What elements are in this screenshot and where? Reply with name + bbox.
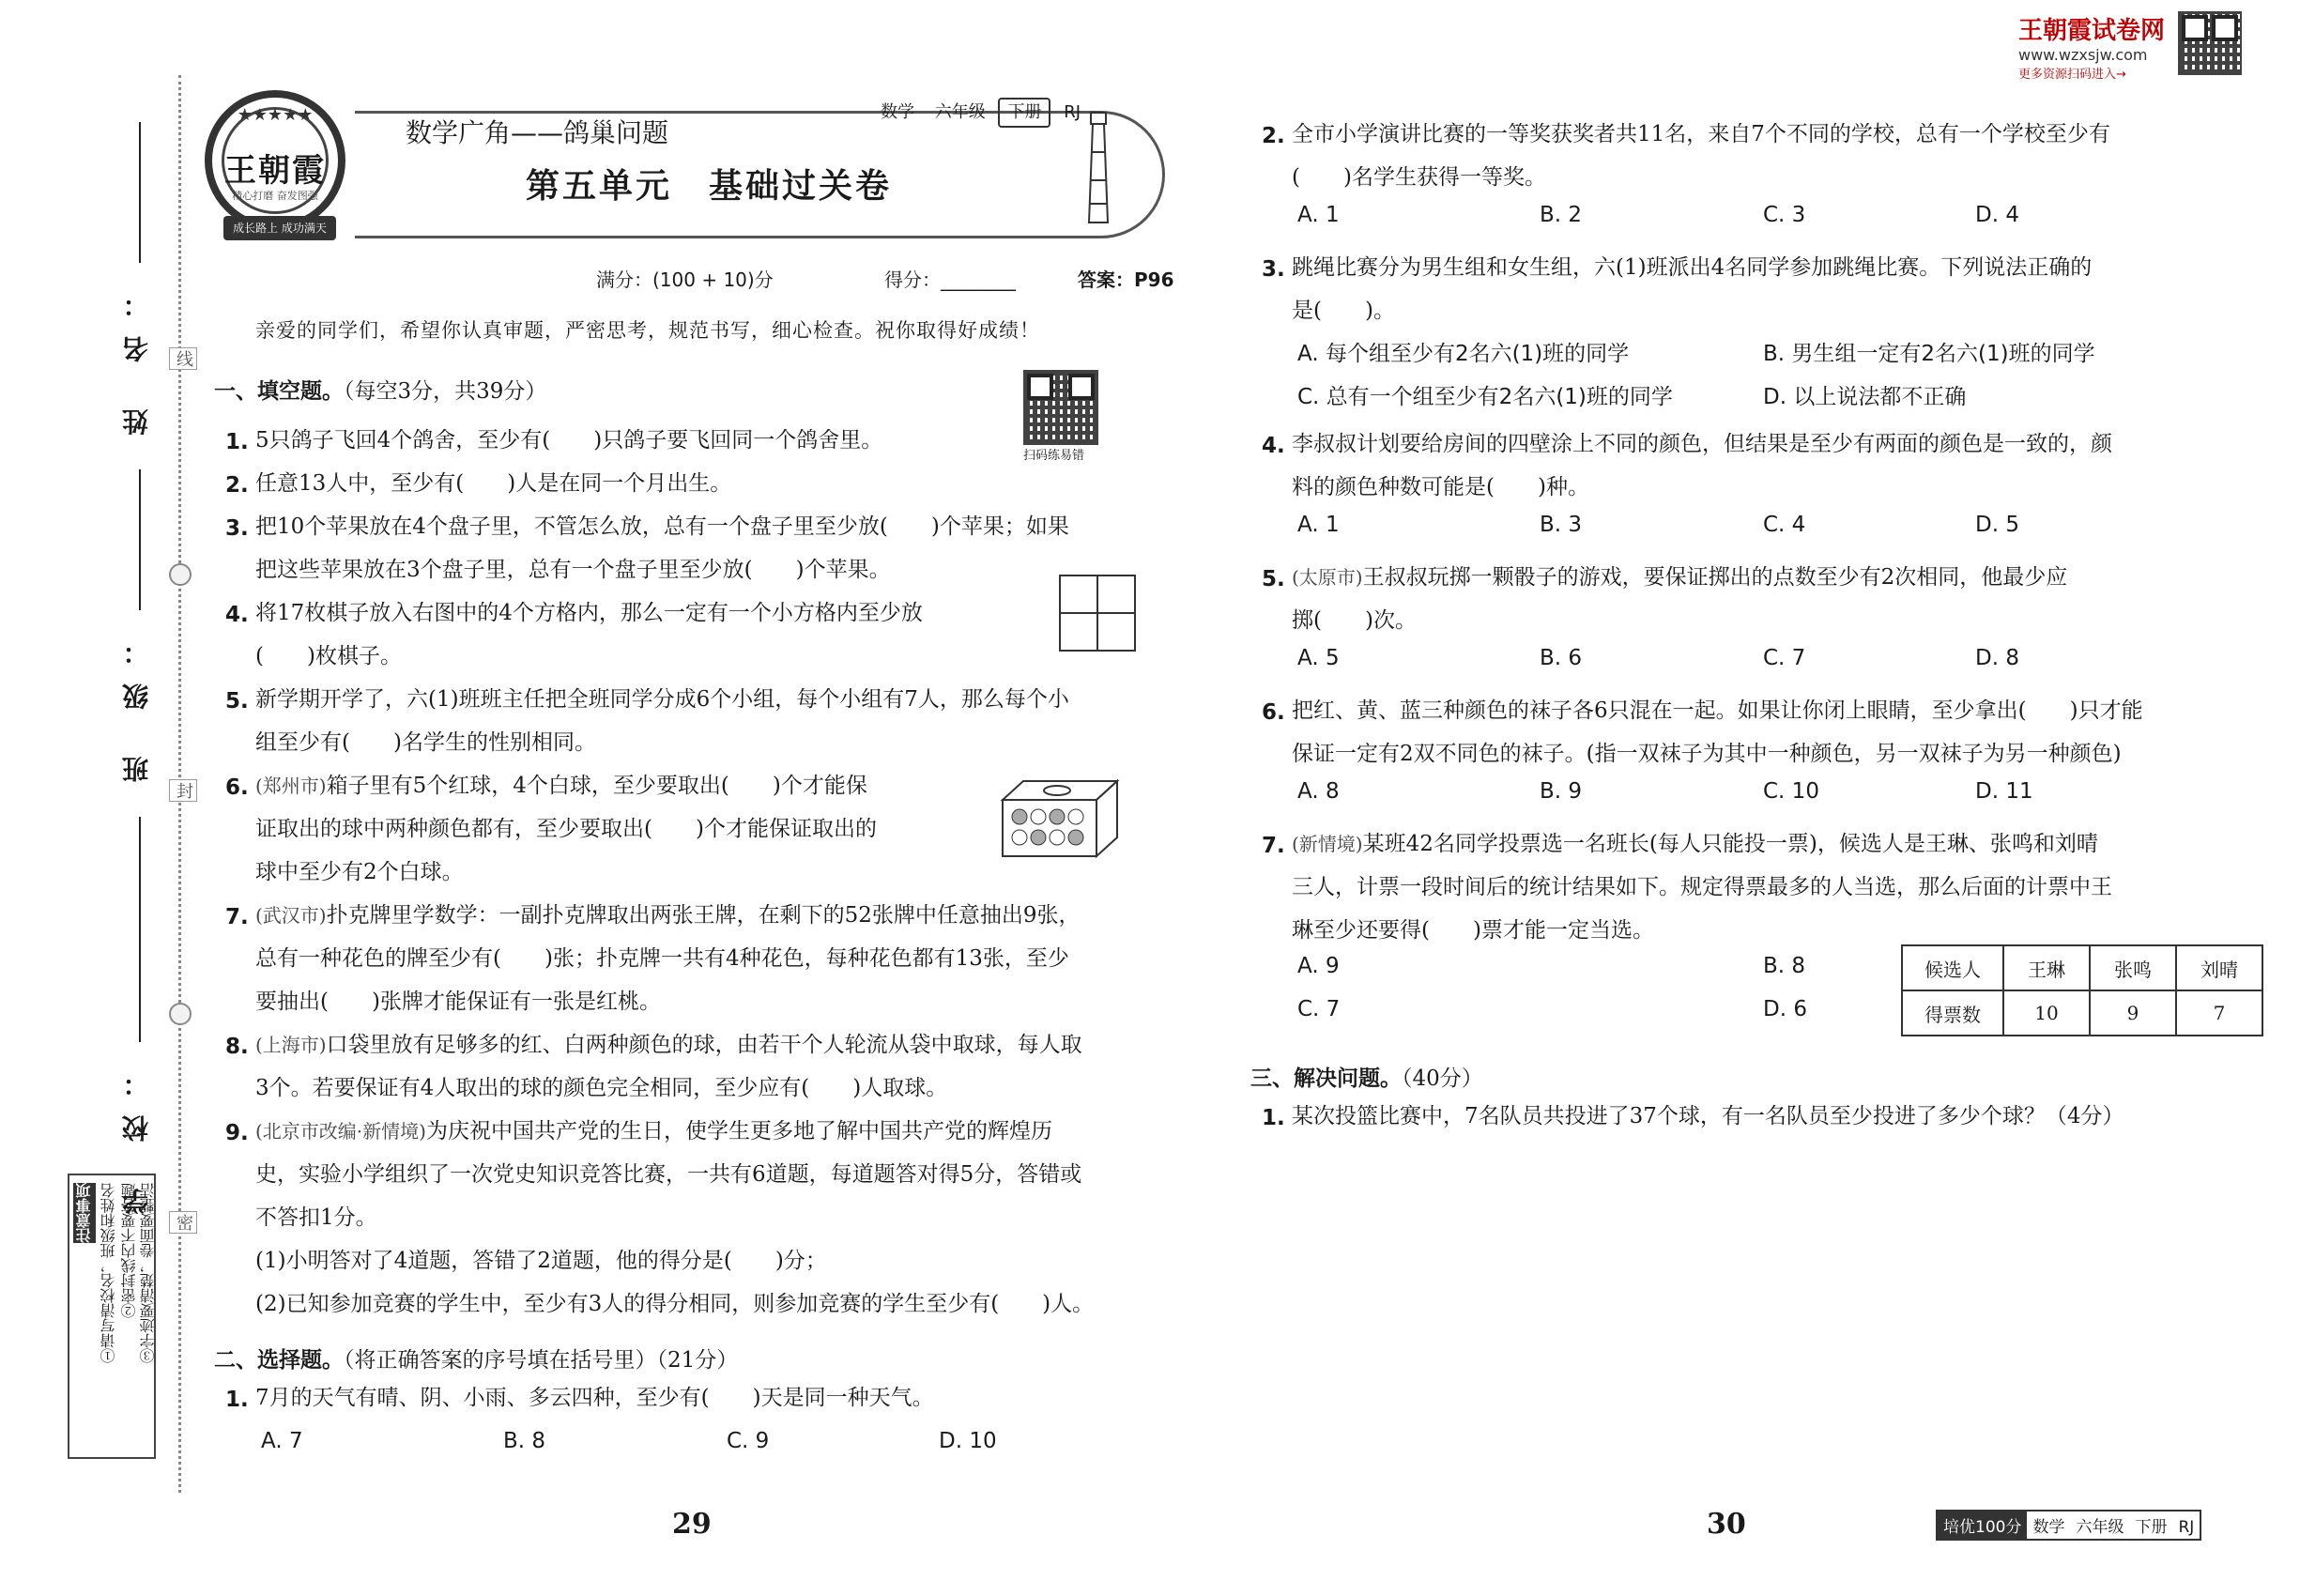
section1-note: （每空3分，共39分） bbox=[344, 379, 547, 404]
seal-word-mi: 密 bbox=[169, 1211, 197, 1234]
section2-name: 二、选择题。 bbox=[214, 1348, 344, 1373]
question-source-tag: (太原市) bbox=[1292, 566, 1363, 589]
brand-qr-icon bbox=[2178, 11, 2242, 75]
question-line bbox=[255, 721, 596, 764]
question-number: 2. bbox=[225, 473, 249, 498]
question-text: 李叔叔计划要给房间的四壁涂上不同的颜色，但结果是至少有两面的颜色是一致的，颜 bbox=[1292, 432, 2112, 456]
option[interactable]: A. 每个组至少有2名六(1)班的同学 bbox=[1297, 342, 1630, 366]
question-line bbox=[1292, 289, 1395, 332]
question-text: 5只鸽子飞回4个鸽舍，至少有( )只鸽子要飞回同一个鸽舍里。 bbox=[255, 428, 883, 453]
question-line bbox=[255, 1067, 947, 1110]
question-number: 3. bbox=[225, 516, 249, 541]
question-text: 7月的天气有晴、阴、小雨、多云四种，至少有( )天是同一种天气。 bbox=[255, 1386, 934, 1410]
badge-volume: 下册 bbox=[2135, 1518, 2168, 1537]
question-text: 新学期开学了，六(1)班班主任把全班同学分成6个小组，每个小组有7人，那么每个小 bbox=[255, 687, 1069, 712]
question-line bbox=[1292, 422, 2112, 466]
option[interactable]: C. 7 bbox=[1763, 646, 1806, 670]
logo-stars: ★★★★★ bbox=[237, 105, 314, 125]
badge-edition: RJ bbox=[2178, 1518, 2195, 1537]
option[interactable]: C. 7 bbox=[1297, 997, 1341, 1021]
question-text: 3个。若要保证有4人取出的球的颜色完全相同，至少应有( )人取球。 bbox=[255, 1076, 948, 1100]
notice-item: ②密封线内不要答题 bbox=[120, 1183, 138, 1318]
option[interactable]: B. 6 bbox=[1540, 646, 1583, 670]
strip-volume: 下册 bbox=[998, 98, 1050, 128]
question-line bbox=[255, 1110, 1052, 1153]
option[interactable]: C. 9 bbox=[727, 1429, 770, 1453]
practice-qr-icon bbox=[1023, 370, 1098, 445]
option[interactable]: A. 7 bbox=[261, 1429, 303, 1453]
notice-item: ③字迹要清楚，卷面要整洁 bbox=[139, 1183, 157, 1363]
full-score: 满分：(100 + 10)分 bbox=[596, 269, 774, 291]
question-line bbox=[255, 764, 867, 807]
question-line bbox=[255, 894, 1081, 937]
question-line bbox=[255, 591, 923, 635]
question-line bbox=[255, 635, 402, 678]
name-line bbox=[139, 122, 141, 263]
question-text: 任意13人中，至少有( )人是在同一个月出生。 bbox=[255, 471, 732, 496]
question-number: 1. bbox=[225, 1388, 249, 1412]
question-text: 全市小学演讲比赛的一等奖获奖者共11名，来自7个不同的学校，总有一个学校至少有 bbox=[1292, 122, 2110, 146]
question-text: 料的颜色种数可能是( )种。 bbox=[1292, 475, 1589, 499]
badge-subject: 数学 bbox=[2032, 1518, 2065, 1537]
question-line bbox=[1292, 822, 2098, 866]
question-line bbox=[255, 419, 882, 462]
option[interactable]: D. 5 bbox=[1975, 513, 2019, 537]
footer-badge bbox=[1936, 1510, 2201, 1541]
table-cell: 得票数 bbox=[1902, 990, 2003, 1036]
section3-title bbox=[1250, 1061, 1483, 1092]
option[interactable]: A. 1 bbox=[1297, 513, 1340, 537]
question-number: 5. bbox=[225, 689, 249, 714]
badge-grade: 六年级 bbox=[2076, 1518, 2124, 1537]
question-text: 口袋里放有足够多的红、白两种颜色的球，由若干个人轮流从袋中取球，每人取 bbox=[326, 1033, 1082, 1057]
option[interactable]: B. 男生组一定有2名六(1)班的同学 bbox=[1763, 342, 2095, 366]
section2-note: （将正确答案的序号填在括号里）（21分） bbox=[344, 1348, 739, 1373]
table-cell: 候选人 bbox=[1902, 945, 2003, 990]
table-cell: 张鸣 bbox=[2090, 945, 2176, 990]
seal-word-feng: 封 bbox=[169, 779, 197, 802]
section3-name: 三、解决问题。 bbox=[1250, 1067, 1402, 1091]
question-line bbox=[1292, 246, 2092, 289]
score-field[interactable]: 得分：________ bbox=[884, 269, 1016, 291]
class-line bbox=[139, 469, 141, 610]
qr-caption: 扫码练易错 bbox=[1023, 449, 1085, 463]
ball-box-icon bbox=[999, 775, 1121, 860]
table-cell: 7 bbox=[2176, 990, 2262, 1036]
option[interactable]: C. 总有一个组至少有2名六(1)班的同学 bbox=[1297, 385, 1673, 409]
question-text: 箱子里有5个红球，4个白球，至少要取出( )个才能保 bbox=[326, 774, 867, 798]
grade-strip bbox=[873, 98, 1088, 124]
strip-subject: 数学 bbox=[881, 102, 914, 122]
question-source-tag: (武汉市) bbox=[255, 904, 327, 927]
question-line bbox=[255, 462, 731, 505]
question-text: 把10个苹果放在4个盘子里，不管怎么放，总有一个盘子里至少放( )个苹果；如果 bbox=[255, 514, 1069, 539]
question-number: 6. bbox=[225, 775, 249, 800]
question-text: 某次投篮比赛中，7名队员共投进了37个球，有一名队员至少投进了多少个球？（4分） bbox=[1292, 1104, 2124, 1128]
table-cell: 10 bbox=[2003, 990, 2090, 1036]
notice-box bbox=[68, 1174, 156, 1459]
logo bbox=[205, 90, 345, 231]
binding-hole-icon bbox=[169, 1003, 192, 1025]
question-text: 总有一种花色的牌至少有( )张；扑克牌一共有4种花色，每种花色都有13张，至少 bbox=[255, 946, 1069, 971]
question-number: 9. bbox=[225, 1121, 249, 1145]
brand-url: www.wzxsjw.com bbox=[2018, 46, 2148, 64]
logo-sub: 精心打磨 奋发图强 bbox=[232, 190, 318, 202]
question-text: (1)小明答对了4道题，答错了2道题，他的得分是( )分； bbox=[255, 1249, 827, 1273]
question-text: 跳绳比赛分为男生组和女生组，六(1)班派出4名同学参加跳绳比赛。下列说法正确的 bbox=[1292, 255, 2093, 280]
question-line bbox=[255, 548, 891, 591]
question-number: 7. bbox=[1262, 834, 1285, 858]
question-text: 保证一定有2双不同色的袜子。(指一双袜子为其中一种颜色，另一双袜子为另一种颜色) bbox=[1292, 742, 2122, 766]
question-text: (2)已知参加竞赛的学生中，至少有3人的得分相同，则参加竞赛的学生至少有( )人。 bbox=[255, 1292, 1095, 1316]
brand-note: 更多资源扫码进入→ bbox=[2018, 68, 2126, 82]
question-line bbox=[255, 678, 1069, 721]
school-label: 学 校： bbox=[121, 1051, 152, 1215]
question-line bbox=[255, 1196, 377, 1239]
question-source-tag: (郑州市) bbox=[255, 775, 327, 797]
question-number: 2. bbox=[1262, 124, 1285, 148]
question-text: 要抽出( )张牌才能保证有一张是红桃。 bbox=[255, 990, 661, 1014]
question-text: 不答扣1分。 bbox=[255, 1205, 377, 1230]
table-row bbox=[1902, 945, 2262, 990]
question-number: 7. bbox=[225, 905, 249, 929]
option[interactable]: A. 1 bbox=[1297, 203, 1340, 227]
question-number: 3. bbox=[1262, 257, 1285, 282]
page-number-right: 30 bbox=[1707, 1508, 1746, 1541]
question-number: 8. bbox=[225, 1035, 249, 1059]
question-text: 是( )。 bbox=[1292, 299, 1395, 323]
class-label: 班 级： bbox=[121, 620, 152, 783]
logo-ribbon: 成长路上 成功满天 bbox=[223, 216, 336, 240]
option[interactable]: B. 3 bbox=[1540, 513, 1583, 537]
question-line bbox=[1292, 909, 1654, 952]
option[interactable]: C. 3 bbox=[1763, 203, 1806, 227]
strip-grade: 六年级 bbox=[934, 102, 986, 122]
question-number: 1. bbox=[225, 430, 249, 454]
question-line bbox=[255, 851, 464, 894]
question-text: 史，实验小学组织了一次党史知识竞答比赛，一共有6道题，每道题答对得5分，答错或 bbox=[255, 1162, 1082, 1187]
question-text: 把这些苹果放在3个盘子里，总有一个盘子里至少放( )个苹果。 bbox=[255, 558, 891, 582]
question-text: 三人，计票一段时间后的统计结果如下。规定得票最多的人当选，那么后面的计票中王 bbox=[1292, 875, 2112, 899]
brand-block bbox=[2018, 11, 2165, 82]
lighthouse-icon bbox=[1080, 105, 1117, 227]
question-line bbox=[1292, 556, 2067, 599]
question-line bbox=[1292, 466, 1589, 509]
question-line bbox=[255, 505, 1069, 548]
school-line bbox=[139, 817, 141, 1042]
option[interactable]: D. 11 bbox=[1975, 779, 2033, 804]
brand-name: 王朝霞试卷网 bbox=[2018, 17, 2166, 45]
four-square-grid bbox=[1059, 575, 1136, 652]
question-line bbox=[255, 1282, 1094, 1326]
option[interactable]: B. 9 bbox=[1540, 779, 1583, 804]
section3-note: （40分） bbox=[1402, 1067, 1483, 1091]
option[interactable]: B. 2 bbox=[1540, 203, 1583, 227]
question-number: 1. bbox=[1262, 1106, 1285, 1130]
question-source-tag: (北京市改编·新情境) bbox=[255, 1120, 426, 1143]
option[interactable]: D. 10 bbox=[939, 1429, 997, 1453]
option[interactable]: D. 以上说法都不正确 bbox=[1763, 385, 1967, 409]
page-number-left: 29 bbox=[672, 1508, 712, 1541]
table-row bbox=[1902, 990, 2262, 1036]
question-line bbox=[1292, 156, 1546, 199]
option[interactable]: B. 8 bbox=[503, 1429, 546, 1453]
question-text: 将17枚棋子放入右图中的4个方格内，那么一定有一个小方格内至少放 bbox=[255, 601, 923, 625]
option[interactable]: A. 8 bbox=[1297, 779, 1340, 804]
section1-name: 一、填空题。 bbox=[214, 379, 344, 404]
question-text: ( )枚棋子。 bbox=[255, 644, 402, 668]
badge-series: 培优100分 bbox=[1938, 1512, 2027, 1539]
question-text: 某班42名同学投票选一名班长(每人只能投一票)，候选人是王琳、张鸣和刘晴 bbox=[1362, 832, 2098, 856]
question-line bbox=[255, 1153, 1081, 1196]
name-label: 姓 名： bbox=[121, 272, 152, 436]
question-number: 4. bbox=[225, 603, 249, 627]
notice-title: 注意事项 bbox=[73, 1183, 96, 1243]
section2-title bbox=[214, 1343, 738, 1373]
question-line bbox=[255, 937, 1069, 980]
seal-word-xian: 线 bbox=[169, 347, 197, 370]
question-text: 证取出的球中两种颜色都有，至少要取出( )个才能保证取出的 bbox=[255, 817, 877, 841]
subject-title: 数学广角——鸽巢问题 bbox=[406, 117, 669, 148]
question-line bbox=[1292, 689, 2143, 732]
option[interactable]: D. 4 bbox=[1975, 203, 2019, 227]
question-line bbox=[255, 980, 661, 1023]
question-line bbox=[1292, 599, 1417, 642]
question-number: 4. bbox=[1262, 434, 1285, 458]
option[interactable]: A. 5 bbox=[1297, 646, 1340, 670]
table-cell: 王琳 bbox=[2003, 945, 2090, 990]
option[interactable]: D. 8 bbox=[1975, 646, 2019, 670]
question-source-tag: (上海市) bbox=[255, 1034, 327, 1056]
question-line bbox=[255, 1023, 1082, 1067]
notice-item: ①请写清校名，班级和姓名 bbox=[100, 1183, 117, 1363]
option[interactable]: A. 9 bbox=[1297, 954, 1340, 978]
binding-hole-icon bbox=[169, 563, 192, 586]
question-number: 5. bbox=[1262, 567, 1285, 591]
question-line bbox=[1292, 113, 2110, 156]
question-text: 把红、黄、蓝三种颜色的袜子各6只混在一起。如果让你闭上眼睛，至少拿出( )只才能 bbox=[1292, 698, 2143, 723]
option[interactable]: C. 4 bbox=[1763, 513, 1806, 537]
question-source-tag: (新情境) bbox=[1292, 833, 1363, 855]
question-line bbox=[255, 1239, 827, 1282]
option[interactable]: C. 10 bbox=[1763, 779, 1819, 804]
intro-text: 亲爱的同学们，希望你认真审题，严密思考，规范书写，细心检查。祝你取得好成绩！ bbox=[255, 319, 1040, 342]
question-text: 掷( )次。 bbox=[1292, 608, 1417, 633]
question-text: 琳至少还要得( )票才能一定当选。 bbox=[1292, 918, 1654, 943]
question-text: 扑克牌里学数学：一副扑克牌取出两张王牌，在剩下的52张牌中任意抽出9张， bbox=[326, 903, 1081, 928]
vote-table bbox=[1901, 944, 2263, 1036]
page-title: 第五单元 基础过关卷 bbox=[526, 167, 893, 206]
question-text: ( )名学生获得一等奖。 bbox=[1292, 165, 1546, 190]
option[interactable]: D. 6 bbox=[1763, 997, 1807, 1021]
section1-title bbox=[214, 374, 546, 405]
table-cell: 刘晴 bbox=[2176, 945, 2262, 990]
table-cell: 9 bbox=[2090, 990, 2176, 1036]
question-text: 为庆祝中国共产党的生日，使学生更多地了解中国共产党的辉煌历 bbox=[425, 1119, 1052, 1143]
question-number: 6. bbox=[1262, 700, 1285, 725]
question-text: 王叔叔玩掷一颗骰子的游戏，要保证掷出的点数至少有2次相同，他最少应 bbox=[1362, 565, 2068, 590]
question-text: 组至少有( )名学生的性别相同。 bbox=[255, 730, 596, 755]
strip-edition: RJ bbox=[1064, 102, 1081, 122]
question-text: 球中至少有2个白球。 bbox=[255, 860, 464, 884]
question-line bbox=[1292, 732, 2122, 775]
question-line bbox=[255, 807, 877, 851]
question-line bbox=[1292, 866, 2112, 909]
answer-ref: 答案：P96 bbox=[1078, 269, 1174, 291]
option[interactable]: B. 8 bbox=[1763, 954, 1806, 978]
logo-text: 王朝霞 bbox=[224, 152, 326, 190]
